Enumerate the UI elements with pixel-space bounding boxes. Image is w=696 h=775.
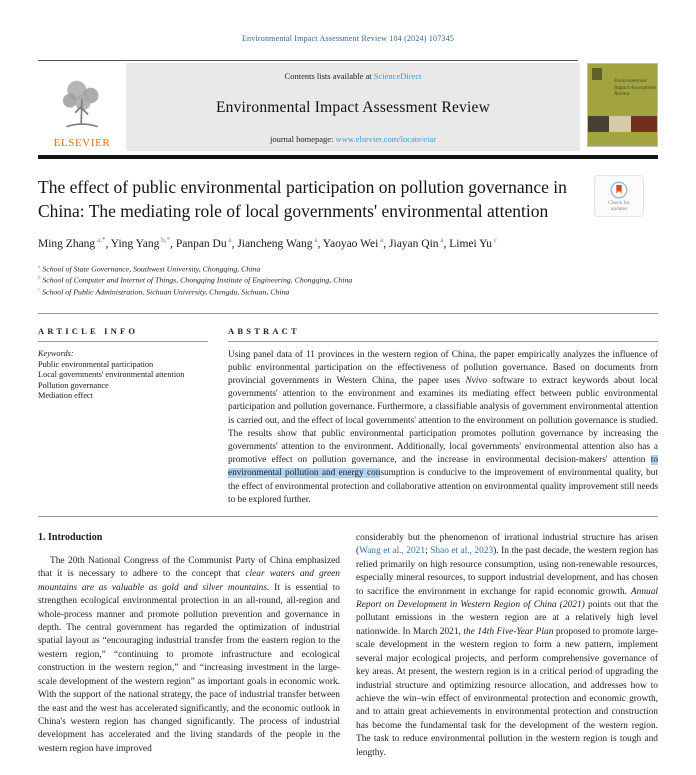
elsevier-tree-icon bbox=[56, 74, 108, 136]
homepage-link[interactable]: www.elsevier.com/locate/eiar bbox=[335, 134, 437, 144]
cover-photo-2 bbox=[609, 116, 631, 132]
masthead-center-panel bbox=[126, 63, 580, 151]
affiliation-text: School of Computer and Internet of Things, Chongqing Institute of Engineering, Chongqing, China bbox=[40, 276, 353, 286]
text-segment: , Panpan Du bbox=[170, 237, 227, 250]
sciencedirect-link[interactable]: ScienceDirect bbox=[373, 71, 422, 81]
article-info-column bbox=[38, 326, 208, 507]
cover-photo-3 bbox=[631, 116, 657, 132]
masthead-bottom-rule bbox=[38, 155, 658, 159]
affiliation-text: School of State Governance, Southwest University, Chongqing, China bbox=[40, 264, 261, 274]
text-segment: ; bbox=[425, 546, 431, 557]
homepage-prefix: journal homepage: bbox=[269, 134, 336, 144]
text-segment: c bbox=[491, 236, 497, 244]
text-segment: clear waters and green mountains are as valuable as gold and silver mountains bbox=[38, 569, 340, 593]
text-segment: Using panel data of 11 provinces in the western region of China, the paper empirically analyzes the influence of public environmental participation on the effectiveness of pollution governance. Based on documents from provincial governments in Western China, the paper uses bbox=[228, 349, 658, 387]
author-list bbox=[38, 232, 598, 252]
homepage-line bbox=[270, 134, 436, 144]
affiliation-b bbox=[38, 274, 658, 286]
text-segment: b,* bbox=[159, 236, 171, 244]
text-segment: software to extract keywords about local governments' attention to the environment and examines its mediating effect between public environmental participation and pollution governance. Furthermore, a classifiable analysis of government environmental attention is carried out, and the effect of local governments' attention to the environment on pollution governance is studied. The results show that public environmental participation promotes pollution governance by increasing the governments' attention to the environment. Additionally, local governments' environmental attention also has a promotive effect on pollution governance, and the increase in environmental decision-makers' attention bbox=[228, 376, 658, 466]
affiliation-marker: a bbox=[38, 264, 41, 270]
abstract-heading-rule bbox=[228, 341, 658, 342]
text-segment: , Limei Yu bbox=[443, 237, 492, 250]
abstract-column bbox=[228, 326, 658, 507]
citation-link[interactable]: Wang et al., 2021 bbox=[359, 546, 426, 557]
text-segment: Annual Report on Development in Western Region of China (2021) bbox=[356, 586, 658, 611]
introduction-paragraph-left bbox=[38, 555, 340, 756]
text-segment: a bbox=[438, 236, 444, 244]
introduction-paragraph-right bbox=[356, 532, 658, 760]
text-segment: a bbox=[378, 236, 384, 244]
badge-label-line2: updates bbox=[610, 205, 628, 212]
text-segment: a bbox=[312, 236, 318, 244]
elsevier-logo[interactable] bbox=[38, 63, 126, 151]
text-segment: Nvivo bbox=[465, 376, 488, 387]
text-segment: , Jiayan Qin bbox=[383, 237, 439, 250]
cover-photo-strip bbox=[588, 116, 657, 132]
journal-masthead bbox=[38, 63, 658, 151]
text-segment: , Jiancheng Wang bbox=[231, 237, 313, 250]
affiliation-marker: b bbox=[38, 276, 41, 282]
affiliations bbox=[38, 263, 658, 298]
text-segment: Ming Zhang bbox=[38, 237, 96, 250]
masthead-top-rule bbox=[38, 60, 578, 61]
keyword-item: Pollution governance bbox=[38, 380, 109, 390]
info-section-top-rule bbox=[38, 313, 658, 314]
text-segment: the 14th Five-Year Plan bbox=[463, 626, 554, 637]
article-title: The effect of public environmental participation on pollution governance in China: The mediating role of local governments' environmental attention bbox=[38, 177, 567, 221]
contents-prefix: Contents lists available at bbox=[284, 71, 374, 81]
cover-publisher-mark-icon bbox=[592, 68, 602, 80]
abstract-text bbox=[228, 349, 658, 507]
citation-link[interactable]: Shao et al., 2023 bbox=[430, 546, 494, 557]
keywords-label: Keywords: bbox=[38, 348, 74, 358]
text-segment: , Ying Yang bbox=[105, 237, 160, 250]
introduction-section bbox=[38, 532, 658, 760]
cover-title: Environmental Impact Assessment Review bbox=[614, 78, 656, 97]
article-info-heading: ARTICLE INFO bbox=[38, 325, 139, 336]
affiliation-text: School of Public Administration, Sichuan University, Chengdu, Sichuan, China bbox=[40, 287, 290, 297]
affiliation-c bbox=[38, 286, 658, 298]
affiliation-a bbox=[38, 263, 658, 275]
text-segment: proposed to promote large-scale development in the western region to form a new pattern, implement several major ecological projects, and perform comprehensive governance of key areas. At present, the western region is in a critical period of upgrading the industrial structure and optimizing resource allocation, and addresses how to achieve the win–win effect of environmental protection and economic growth, and to attain great achievements in environmental protection and construction has become the fundamental task for the development of the western region. The task to reduce environmental pollution in the western region is tough and lengthy. bbox=[356, 626, 659, 758]
keyword-item: Mediation effect bbox=[38, 391, 93, 401]
journal-cover-thumbnail[interactable] bbox=[587, 63, 658, 147]
contents-line bbox=[285, 71, 422, 81]
body-section-top-rule bbox=[38, 516, 658, 517]
journal-title: Environmental Impact Assessment Review bbox=[215, 98, 491, 116]
crossmark-bookmark-icon bbox=[610, 181, 628, 199]
running-head-citation: Environmental Impact Assessment Review 104 (2024) 107345 bbox=[241, 34, 455, 43]
introduction-right-column bbox=[356, 532, 658, 760]
text-segment: a bbox=[226, 236, 232, 244]
text-segment: to environmental pollution and energy con bbox=[228, 455, 658, 479]
text-segment: The 20th National Congress of the Communist Party of China emphasized that it is necessary to adhere to the concept that bbox=[38, 556, 340, 580]
info-abstract-section bbox=[38, 326, 658, 507]
journal-cover-slot bbox=[580, 63, 658, 151]
affiliation-marker: c bbox=[38, 288, 41, 294]
badge-label bbox=[608, 200, 630, 212]
abstract-heading: ABSTRACT bbox=[228, 325, 300, 336]
introduction-left-column bbox=[38, 532, 340, 760]
title-block bbox=[38, 175, 658, 223]
text-segment: sumption is conducive to the improvement of environmental quality, but the effect of environmental protection and collaborative attention on environmental quality improvement still needs to be explored further. bbox=[228, 468, 658, 505]
badge-label-line1: Check for bbox=[608, 199, 630, 206]
text-segment: , Yaoyao Wei bbox=[317, 237, 379, 250]
text-segment: ). In the past decade, the western region has relied primarily on high resource consumption, using non-renewable resources, especially mineral resources, to support industrial development, and has chosen to sacrifice the environment in exchange for rapid economic growth. bbox=[356, 546, 658, 597]
elsevier-wordmark: ELSEVIER bbox=[53, 137, 111, 149]
article-info-heading-rule bbox=[38, 341, 208, 342]
keyword-item: Local governments' environmental attention bbox=[38, 370, 185, 380]
keyword-item: Public environmental participation bbox=[38, 359, 154, 369]
introduction-heading: 1. Introduction bbox=[38, 532, 103, 544]
cover-photo-1 bbox=[588, 116, 609, 132]
check-for-updates-badge[interactable] bbox=[594, 175, 644, 217]
text-segment: considerably but the phenomenon of irrational industrial structure has arisen ( bbox=[356, 533, 658, 557]
text-segment: . It is essential to strengthen ecological environmental protection in an all-round, all-region and whole-process manner and promote pollution prevention and governance in depth. The central government has regarded the optimization of industrial spatial layout as “encouraging industrial transfer from the eastern region to the western region,” “continuing to promote infrastructure and ecological construction in the western region,” and “increasing investment in the large-scale development of the western region” as important goals in economic work. With the support of the national strategy, the pace of industrial transfer between the east and the west has accelerated significantly, and the economic outlook in China's western region has changed significantly. The process of industrial development has accelerated and the living standards of the people in the western region have improved bbox=[38, 582, 340, 754]
text-segment: points out that the pollutant emissions in the western region are at a relatively high level nationwide. In March 2021, bbox=[356, 600, 658, 637]
text-segment: a,* bbox=[95, 236, 106, 244]
